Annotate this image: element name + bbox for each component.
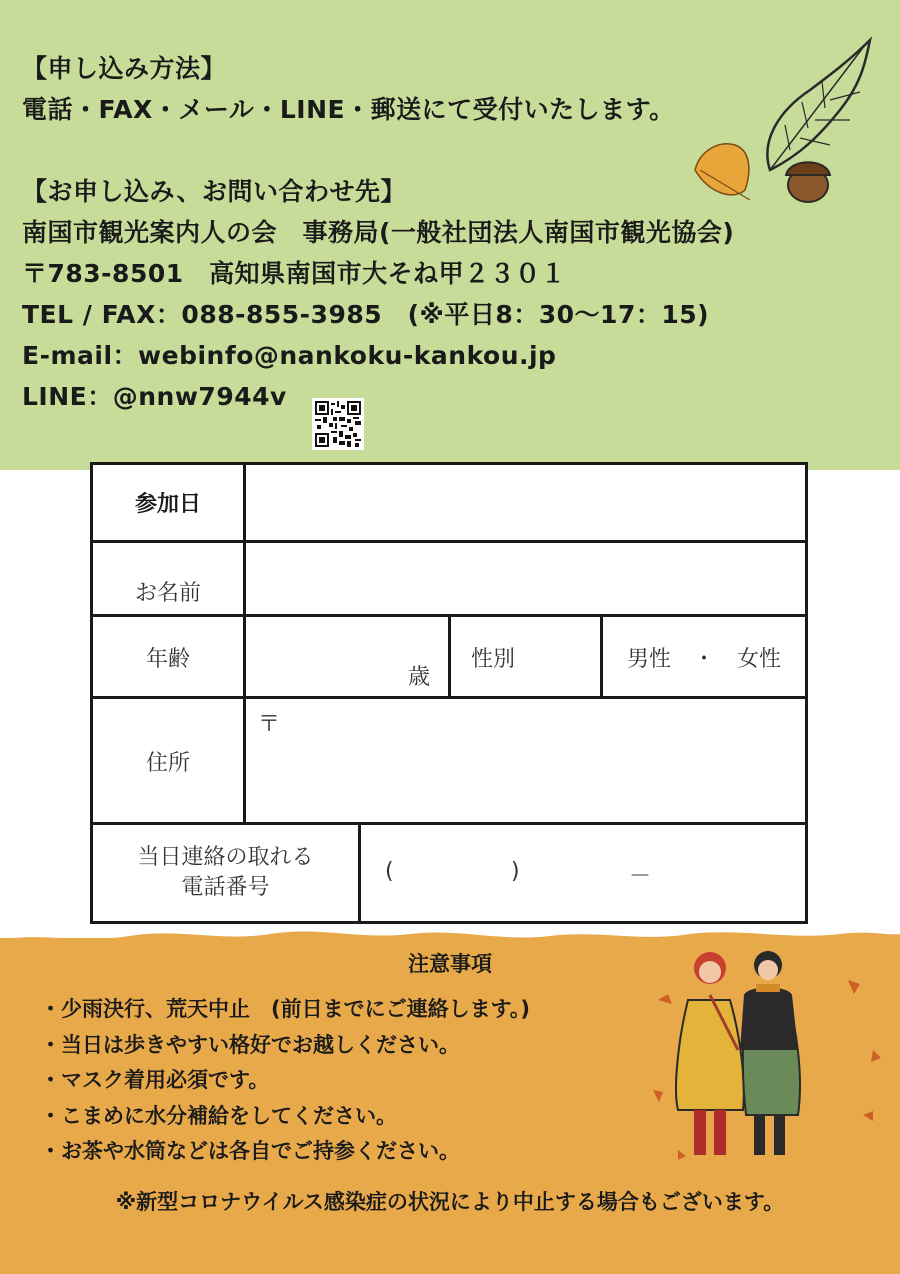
notes-item: ・少雨決行、荒天中止 (前日までにご連絡します。): [40, 997, 531, 1021]
age-unit: 歳: [407, 665, 430, 690]
phone-label-line1: 当日連絡の取れる: [137, 845, 314, 870]
date-label: 参加日: [134, 492, 201, 517]
qr-code-icon[interactable]: [312, 398, 364, 450]
footnote: ※新型コロナウイルス感染症の状況により中止する場合もございます。: [115, 1190, 785, 1214]
phone-label-line2: 電話番号: [181, 875, 270, 900]
notes-item: ・当日は歩きやすい格好でお越しください。: [40, 1032, 460, 1057]
couple-walking-icon: [648, 940, 888, 1180]
notes-item: ・マスク着用必須です。: [40, 1068, 270, 1092]
phone-label: [93, 825, 358, 921]
notes-item: ・こまめに水分補給をしてください。: [40, 1103, 397, 1128]
notes-list: [40, 992, 530, 1170]
age-field[interactable]: [246, 617, 450, 697]
organization: 南国市観光案内人の会 事務局(一般社団法人南国市観光協会): [22, 218, 735, 247]
name-field[interactable]: [246, 543, 805, 615]
method-text: 電話・FAX・メール・LINE・郵送にて受付いたします。: [22, 95, 675, 124]
contact-info: [22, 48, 734, 417]
email: E-mail：webinfo@nankoku-kankou.jp: [22, 341, 557, 370]
age-label: 年齢: [145, 646, 190, 672]
gender-label: 性別: [471, 646, 516, 672]
tel-fax: TEL / FAX：088-855-3985 (※平日8：30〜17：15): [22, 300, 710, 329]
gender-options[interactable]: 男性 ・ 女性: [626, 646, 781, 672]
date-field[interactable]: [246, 465, 805, 540]
phone-field[interactable]: [361, 825, 805, 921]
method-heading: 【申し込み方法】: [22, 54, 227, 83]
line-id: LINE：@nnw7944v: [22, 382, 287, 411]
name-label: お名前: [134, 581, 201, 606]
address-label: 住所: [145, 750, 190, 776]
phone-close-paren: ): [511, 859, 520, 884]
postal-mark: 〒: [258, 712, 281, 737]
phone-open-paren: (: [385, 859, 394, 884]
notes-title: 注意事項: [408, 952, 492, 976]
address-field[interactable]: [246, 699, 805, 823]
inquiry-heading: 【お申し込み、お問い合わせ先】: [22, 177, 407, 206]
address: 〒783-8501 高知県南国市大そね甲２３０１: [22, 259, 567, 288]
autumn-leaves-icon: [690, 30, 890, 210]
phone-dash: －: [629, 864, 652, 889]
notes-item: ・お茶や水筒などは各自でご持参ください。: [40, 1139, 460, 1163]
application-form: [90, 462, 808, 924]
